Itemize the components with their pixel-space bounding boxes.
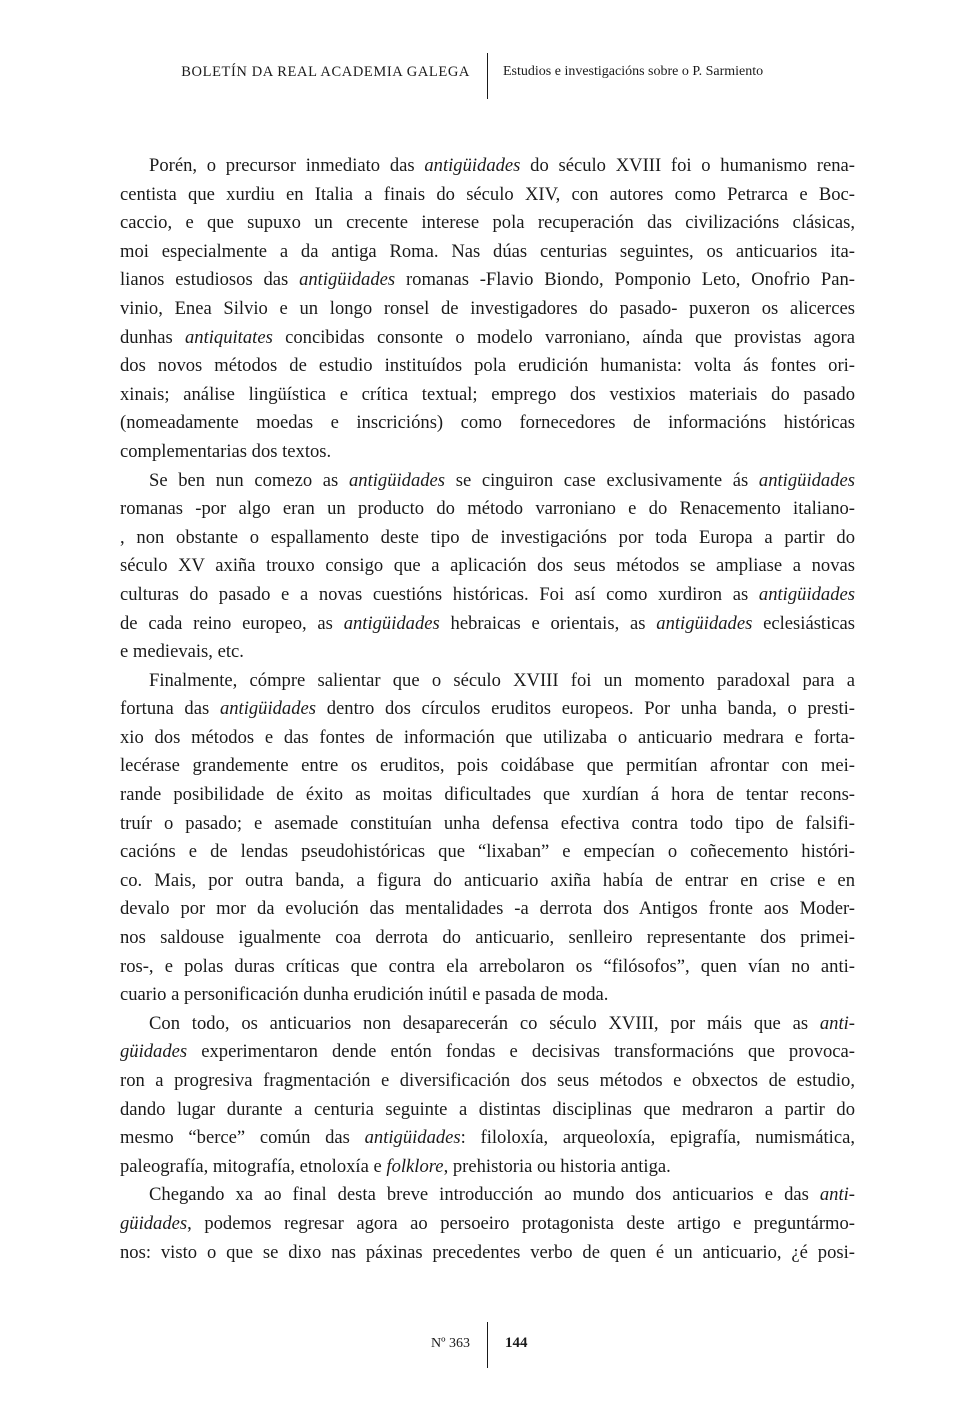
page-number: 144	[505, 1335, 528, 1351]
text-run: (nomeadamente moedas e inscricións) como fornecedores de informacións históricas	[120, 412, 855, 434]
text-run: concibidas consonte o modelo varroniano, aínda que provistas agora	[272, 326, 856, 348]
text-line	[120, 238, 855, 267]
italic-term: anti-	[819, 1184, 855, 1206]
text-line	[120, 667, 855, 696]
text-line	[120, 895, 855, 924]
paragraph	[120, 1181, 855, 1267]
text-line	[120, 495, 855, 524]
text-run: , non obstante o espallamento deste tipo de investigacións por toda Europa a partir do	[120, 526, 855, 548]
text-run: , prehistoria ou historia antiga.	[443, 1155, 671, 1177]
text-run: ron a progresiva fragmentación e diversificación dos seus métodos e obxectos de estudio,	[120, 1070, 855, 1091]
text-line	[120, 1210, 855, 1239]
footer-divider	[487, 1322, 488, 1368]
italic-term: güidades	[120, 1212, 188, 1234]
text-run: do século XVIII foi o humanismo rena-	[520, 155, 855, 176]
text-line	[120, 1038, 855, 1067]
text-line	[120, 266, 855, 295]
text-run: Porén, o precursor inmediato das	[149, 155, 425, 176]
text-line	[120, 1067, 855, 1096]
text-run: Se ben nun comezo as	[149, 469, 349, 491]
text-run: eclesiásticas	[752, 612, 856, 634]
issue-number: Nº 363	[431, 1336, 470, 1351]
text-line	[120, 695, 855, 724]
text-run: caccio, e que supuxo un crecente interese pola recuperación das civilizacións clásicas,	[120, 212, 855, 234]
italic-term: folklore	[386, 1155, 444, 1177]
text-run: vinio, Enea Silvio e un longo ronsel de investigadores do pasado- puxeron os alicerces	[120, 297, 855, 319]
italic-term: güidades	[120, 1041, 188, 1063]
text-line	[120, 181, 855, 210]
paragraph	[120, 152, 855, 467]
text-line	[120, 752, 855, 781]
text-run: : filoloxía, arqueoloxía, epigrafía, numismática,	[460, 1127, 856, 1149]
text-run: complementarias dos textos.	[120, 440, 332, 462]
text-run: mesmo “berce” común das	[120, 1127, 365, 1149]
italic-term: antigüidades	[656, 612, 753, 634]
text-run: lianos estudiosos das	[120, 269, 300, 291]
text-run: século XV axiña trouxo consigo que a aplicación dos seus métodos se ampliase a novas	[120, 555, 855, 577]
text-run: romanas -por algo eran un producto do método varroniano e do Renacemento italiano-	[120, 498, 855, 520]
text-run: hebraicas e orientais, as	[439, 612, 657, 634]
italic-term: antigüidades	[424, 155, 521, 176]
italic-term: antigüidades	[348, 469, 446, 491]
text-run: co. Mais, por outra banda, a figura do anticuario axiña había de entrar en crise e en	[120, 869, 855, 891]
text-line	[120, 581, 855, 610]
text-line	[120, 638, 855, 667]
text-run: devalo por mor da evolución das mentalidades -a derrota dos Antigos fronte aos Moder-	[120, 898, 855, 920]
text-line	[120, 295, 855, 324]
text-line	[120, 981, 855, 1010]
italic-term: antigüidades	[219, 698, 317, 720]
article-body	[120, 152, 855, 1267]
italic-term: antigüidades	[343, 612, 440, 634]
text-run: e medievais, etc.	[120, 641, 244, 663]
text-line	[120, 1181, 855, 1210]
text-line	[120, 524, 855, 553]
italic-term: antiquitates	[185, 326, 273, 348]
text-run: xinais; análise lingüística e crítica textual; emprego dos vestixios materiais do pasado	[120, 383, 855, 405]
text-line	[120, 467, 855, 496]
text-line	[120, 324, 855, 353]
text-line	[120, 724, 855, 753]
text-line	[120, 867, 855, 896]
text-run: dos novos métodos de estudio instituídos pola erudición humanista: volta ás fontes ori-	[120, 355, 855, 377]
text-line	[120, 1096, 855, 1125]
text-line	[120, 924, 855, 953]
text-line	[120, 1153, 855, 1182]
text-run: fortuna das	[120, 698, 220, 720]
text-run: nos saldouse igualmente coa derrota do anticuario, senlleiro representante dos primei-	[120, 927, 855, 949]
text-line	[120, 409, 855, 438]
text-run: Finalmente, cómpre salientar que o século XVIII foi un momento paradoxal para a	[149, 669, 855, 691]
text-line	[120, 1239, 855, 1268]
text-run: ros-, e polas duras críticas que contra ela arrebolaron os “filósofos”, quen vían no anti-	[120, 955, 855, 977]
text-line	[120, 1010, 855, 1039]
italic-term: antigüidades	[299, 269, 396, 291]
text-run: de cada reino europeo, as	[120, 612, 344, 634]
italic-term: antigüidades	[758, 583, 855, 605]
text-run: Con todo, os anticuarios non desaparecerán co século XVIII, por máis que as	[149, 1012, 820, 1034]
text-run: dentro dos círculos eruditos europeos. Por unha banda, o presti-	[316, 698, 855, 720]
text-line	[120, 438, 855, 467]
text-line	[120, 552, 855, 581]
text-line	[120, 838, 855, 867]
text-run: rande posibilidade de éxito as moitas dificultades que xurdían á hora de tentar recons-	[120, 784, 855, 806]
paragraph	[120, 667, 855, 1010]
text-run: centista que xurdiu en Italia a finais do século XIV, con autores como Petrarca e Boc-	[120, 183, 855, 205]
text-run: paleografía, mitografía, etnoloxía e	[120, 1155, 387, 1177]
journal-title: BOLETÍN DA REAL ACADEMIA GALEGA	[181, 64, 470, 80]
text-run: lecérase grandemente entre os eruditos, pois coidábase que permitían afrontar con mei-	[120, 755, 855, 777]
text-line	[120, 1124, 855, 1153]
text-line	[120, 781, 855, 810]
text-run: se cinguiron case exclusivamente ás	[445, 469, 759, 491]
text-line	[120, 152, 855, 181]
text-run: culturas do pasado e a novas cuestións históricas. Foi así como xurdiron as	[120, 583, 759, 605]
section-title: Estudios e investigacións sobre o P. Sarmiento	[503, 64, 764, 79]
italic-term: antigüidades	[758, 469, 855, 491]
paragraph	[120, 1010, 855, 1182]
text-run: truír o pasado; e asemade constituían unha defensa efectiva contra todo tipo de falsifi-	[120, 812, 855, 834]
text-run: experimentaron dende entón fondas e decisivas transformacións que provoca-	[187, 1041, 855, 1063]
text-run: nos: visto o que se dixo nas páxinas precedentes verbo de quen é un anticuario, ¿é posi-	[120, 1241, 855, 1263]
running-footer	[0, 1322, 975, 1368]
text-line	[120, 953, 855, 982]
text-run: cuario a personificación dunha erudición inútil e pasada de moda.	[120, 984, 609, 1006]
text-line	[120, 209, 855, 238]
header-divider	[487, 53, 488, 99]
running-header	[0, 53, 975, 99]
text-run: , podemos regresar agora ao persoeiro protagonista deste artigo e preguntármo-	[187, 1212, 855, 1234]
text-run: dunhas	[120, 326, 185, 348]
text-run: dando lugar durante a centuria seguinte a distintas disciplinas que medraron a partir do	[120, 1098, 855, 1120]
italic-term: antigüidades	[364, 1127, 461, 1149]
text-run: Chegando xa ao final desta breve introducción ao mundo dos anticuarios e das	[149, 1184, 820, 1206]
text-line	[120, 810, 855, 839]
text-run: romanas -Flavio Biondo, Pomponio Leto, Onofrio Pan-	[395, 269, 855, 291]
paragraph	[120, 467, 855, 667]
text-line	[120, 610, 855, 639]
text-run: moi especialmente a da antiga Roma. Nas dúas centurias seguintes, os anticuarios ita-	[120, 240, 855, 262]
text-run: xio dos métodos e das fontes de información que utilizaba o anticuario medrara e forta-	[120, 726, 855, 748]
italic-term: anti-	[819, 1012, 855, 1034]
text-line	[120, 381, 855, 410]
text-line	[120, 352, 855, 381]
text-run: cacións e de lendas pseudohistóricas que “lixaban” e empecían o coñecemento históri-	[120, 841, 855, 863]
